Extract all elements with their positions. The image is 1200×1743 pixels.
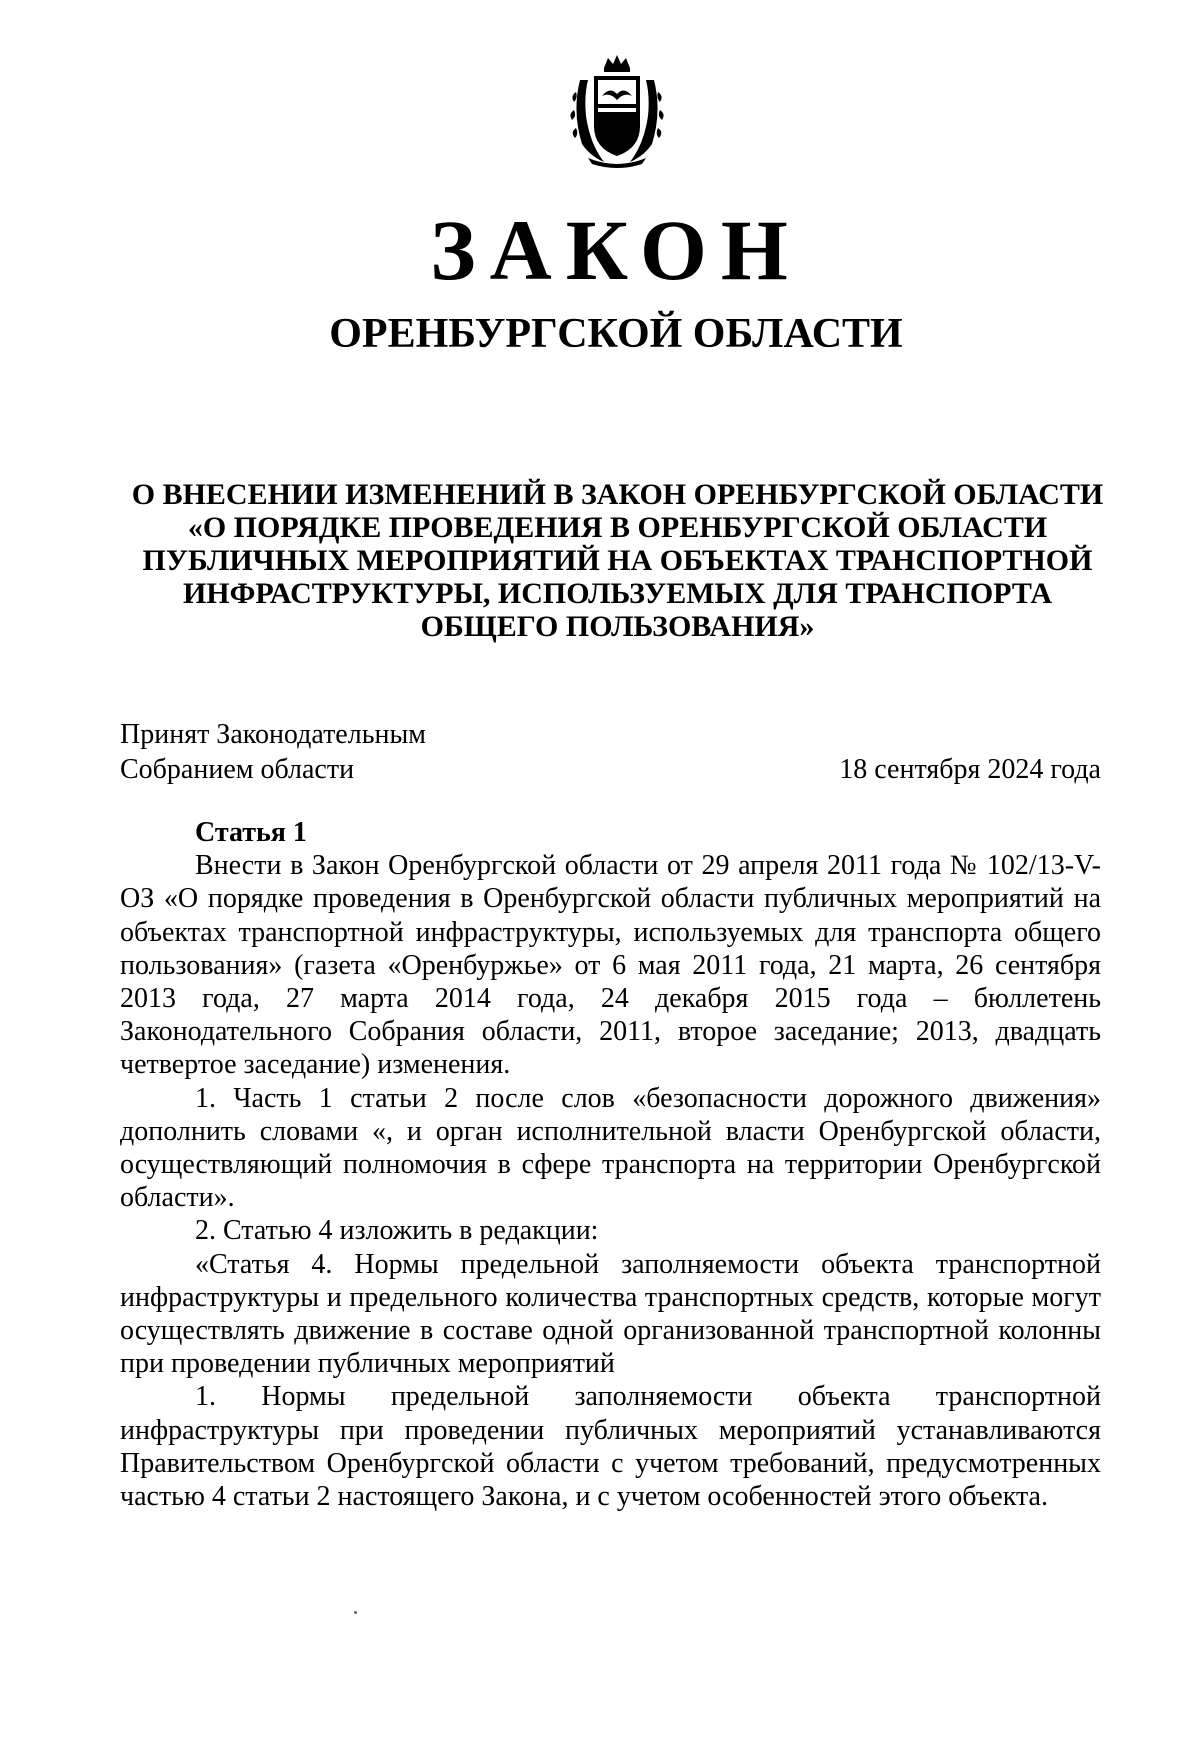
article-paragraph: 1. Часть 1 статьи 2 после слов «безопасности дорожного движения» дополнить словами «, и орган исполнительной власти Оренбургской области, осуществляющий полномочия в сфере транспорта на территории Оренбургской области». bbox=[120, 1082, 1101, 1214]
adoption-date: 18 сентября 2024 года bbox=[839, 754, 1101, 785]
article-heading: Статья 1 bbox=[195, 817, 307, 848]
article-paragraph: «Статья 4. Нормы предельной заполняемости объекта транспортной инфраструктуры и предельного количества транспортных средств, которые могут осуществлять движение в составе одной организованной транспортной колонны при проведении публичных мероприятий bbox=[120, 1248, 1101, 1380]
law-name-line: «О ПОРЯДКЕ ПРОВЕДЕНИЯ В ОРЕНБУРГСКОЙ ОБЛАСТИ bbox=[187, 511, 1048, 544]
law-name-line: ИНФРАСТРУКТУРЫ, ИСПОЛЬЗУЕМЫХ ДЛЯ ТРАНСПОРТА bbox=[182, 577, 1053, 610]
article-paragraph: Внести в Закон Оренбургской области от 29 апреля 2011 года № 102/13-V-ОЗ «О порядке проведения в Оренбургской области публичных мероприятий на объектах транспортной инфраструктуры, используемых для транспорта общего пользования» (газета «Оренбуржье» от 6 мая 2011 года, 21 марта, 26 сентября 2013 года, 27 марта 2014 года, 24 декабря 2015 года – бюллетень Законодательного Собрания области, 2011, второе заседание; 2013, двадцать четвертое заседание) изменения. bbox=[120, 850, 1101, 1081]
adoption-line: Принят Законодательным bbox=[120, 719, 426, 750]
article-body bbox=[120, 816, 1101, 1513]
scan-speck bbox=[354, 1611, 357, 1614]
article-paragraph: 2. Статью 4 изложить в редакции: bbox=[195, 1215, 599, 1247]
law-name bbox=[100, 478, 1135, 643]
adoption-body bbox=[120, 717, 426, 787]
document-subtitle: ОРЕНБУРГСКОЙ ОБЛАСТИ bbox=[329, 311, 903, 357]
coat-of-arms-icon bbox=[568, 52, 666, 170]
adoption-line: Собранием области bbox=[120, 754, 355, 785]
article-paragraph: 1. Нормы предельной заполняемости объекта транспортной инфраструктуры при проведении публичных мероприятий устанавливаются Правительством Оренбургской области с учетом требований, предусмотренных частью 4 статьи 2 настоящего Закона, и с учетом особенностей этого объекта. bbox=[120, 1381, 1101, 1513]
law-name-line: ПУБЛИЧНЫХ МЕРОПРИЯТИЙ НА ОБЪЕКТАХ ТРАНСПОРТНОЙ bbox=[142, 544, 1093, 577]
law-name-line: О ВНЕСЕНИИ ИЗМЕНЕНИЙ В ЗАКОН ОРЕНБУРГСКОЙ ОБЛАСТИ bbox=[131, 478, 1104, 511]
law-name-line: ОБЩЕГО ПОЛЬЗОВАНИЯ» bbox=[420, 610, 815, 643]
document-title: ЗАКОН bbox=[430, 202, 802, 298]
